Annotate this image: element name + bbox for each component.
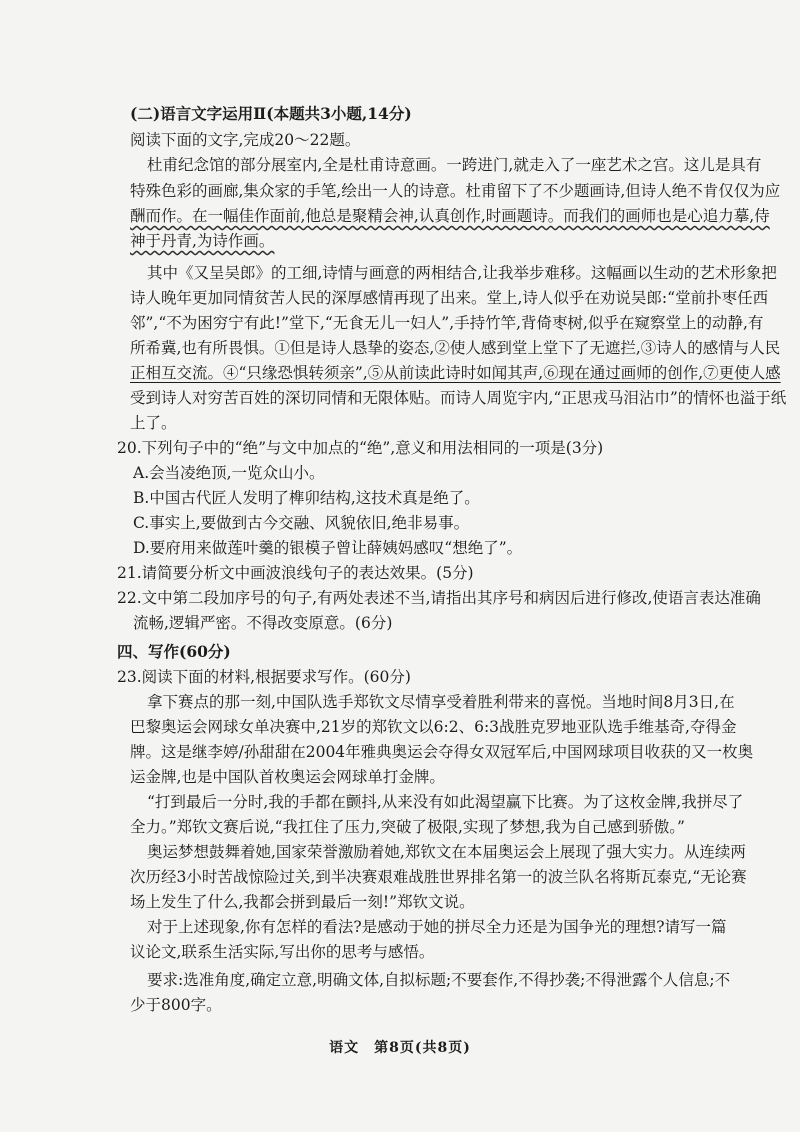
- paragraph-line: 上了。: [130, 414, 177, 432]
- page-footer: 语文 第8页(共8页): [329, 1040, 471, 1056]
- paragraph-line: 诗人晚年更加同情贫苦人民的深厚感情再现了出来。堂上,诗人似乎在劝说吴郎:“堂前扑枣任西: [130, 289, 769, 307]
- material-line: 次历经3小时苦战惊险过关,到半决赛艰难战胜世界排名第一的波兰队名将斯瓦泰克,“无论赛: [130, 868, 747, 886]
- material-line: 牌。这是继李婷/孙甜甜在2004年雅典奥运会夺得女双冠军后,中国网球项目收获的又一枚奥: [130, 743, 754, 761]
- option-d: D.要府用来做莲叶羹的银模子曾让薛姨妈感叹“想绝了”。: [133, 539, 523, 557]
- instruction: 阅读下面的文字,完成20～22题。: [130, 131, 361, 149]
- material-line: 巴黎奥运会网球女单决赛中,21岁的郑钦文以6:2、6:3战胜克罗地亚队选手维基奇,夺得金: [130, 718, 737, 736]
- paragraph-line: 特殊色彩的画廊,集众家的手笔,绘出一人的诗意。杜甫留下了不少题画诗,但诗人绝不肯仅仅为应: [130, 182, 781, 200]
- question-21: 21.请简要分析文中画波浪线句子的表达效果。(5分): [117, 564, 474, 582]
- paragraph-line-underlined: 正相互交流。④“只缘恐惧转须亲”,⑤从前读此诗时如闻其声,⑥现在通过画师的创作,⑦更使人感: [130, 364, 781, 382]
- option-a: A.会当凌绝顶,一览众山小。: [133, 464, 325, 482]
- material-line: “打到最后一分时,我的手都在颤抖,从来没有如此渴望赢下比赛。为了这枚金牌,我拼尽了: [147, 793, 744, 811]
- paragraph-line: 所希冀,也有所畏惧。①但是诗人恳挚的姿态,②使人感到堂上堂下了无遮拦,③诗人的感情与人民: [130, 339, 781, 357]
- question-20: 20.下列句子中的“绝”与文中加点的“绝”,意义和用法相同的一项是(3分): [117, 439, 604, 457]
- question-23: 23.阅读下面的材料,根据要求写作。(60分): [117, 668, 411, 686]
- paragraph-line: 邻”,“不为困穷宁有此!”堂下,“无食无儿一妇人”,手持竹竿,背倚枣树,似乎在窥察堂上的动静,有: [130, 314, 764, 332]
- material-line: 全力。”郑钦文赛后说,“我扛住了压力,突破了极限,实现了梦想,我为自己感到骄傲。”: [130, 818, 685, 836]
- material-line: 运金牌,也是中国队首枚奥运会网球单打金牌。: [130, 768, 445, 786]
- question-22-line: 流畅,逻辑严密。不得改变原意。(6分): [133, 614, 393, 632]
- option-c: C.事实上,要做到古今交融、风貌依旧,绝非易事。: [133, 514, 470, 532]
- material-line: 拿下赛点的那一刻,中国队选手郑钦文尽情享受着胜利带来的喜悦。当地时间8月3日,在: [147, 693, 735, 711]
- prompt-line: 议论文,联系生活实际,写出你的思考与感悟。: [130, 943, 435, 961]
- paragraph-line-wavy: 酬而作。在一幅佳作面前,他总是聚精会神,认真创作,时画题诗。而我们的画师也是心追力摹,侍: [130, 207, 770, 225]
- option-b: B.中国古代匠人发明了榫卯结构,这技术真是绝了。: [133, 489, 480, 507]
- section-heading: (二)语言文字运用Ⅱ(本题共3小题,14分): [130, 104, 412, 123]
- material-line: 场上发生了什么,我都会拼到最后一刻!”郑钦文说。: [130, 893, 475, 911]
- material-line: 奥运梦想鼓舞着她,国家荣誉激励着她,郑钦文在本届奥运会上展现了强大实力。从连续两: [147, 843, 746, 861]
- paragraph-line-wavy: 神于丹青,为诗作画。: [130, 232, 275, 250]
- prompt-line: 对于上述现象,你有怎样的看法?是感动于她的拼尽全力还是为国争光的理想?请写一篇: [147, 918, 727, 936]
- paragraph-line: 受到诗人对穷苦百姓的深切同情和无限体贴。而诗人周览宇内,“正思戎马泪沾巾”的情怀也溢于纸: [130, 389, 787, 407]
- requirements-line: 要求:选准角度,确定立意,明确文体,自拟标题;不要套作,不得抄袭;不得泄露个人信息;不: [147, 971, 731, 989]
- paragraph-line: 其中《又呈吴郎》的工细,诗情与画意的两相结合,让我举步难移。这幅画以生动的艺术形象把: [147, 264, 777, 282]
- requirements-line: 少于800字。: [130, 996, 222, 1014]
- paragraph-line: 杜甫纪念馆的部分展室内,全是杜甫诗意画。一跨进门,就走入了一座艺术之宫。这儿是具有: [147, 156, 762, 174]
- question-22-line: 22.文中第二段加序号的句子,有两处表述不当,请指出其序号和病因后进行修改,使语言表达准确: [117, 589, 761, 607]
- section-heading: 四、写作(60分): [117, 642, 231, 661]
